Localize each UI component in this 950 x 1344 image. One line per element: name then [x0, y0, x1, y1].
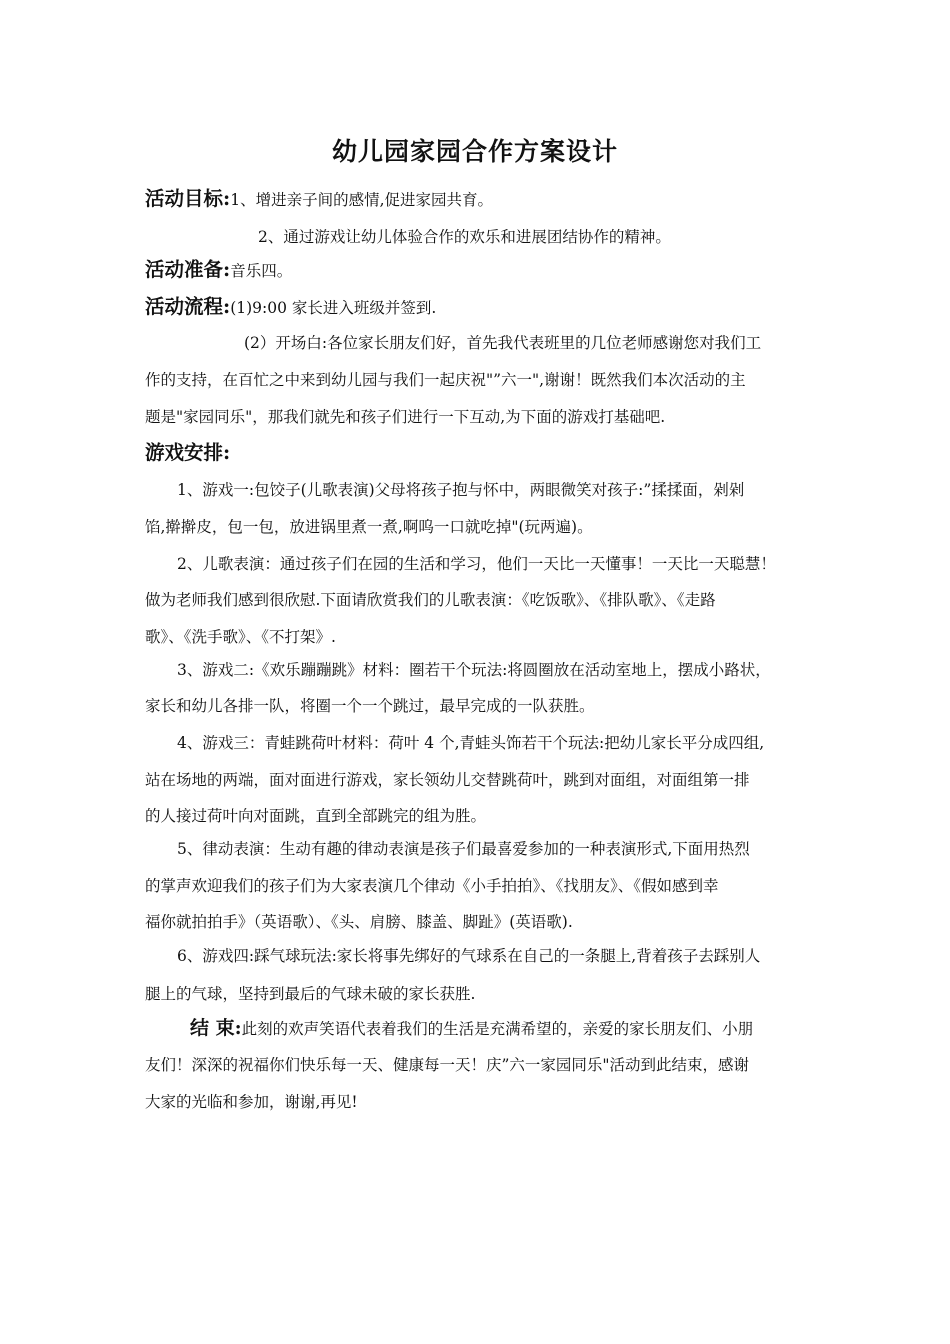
- ending-line-1: [190, 1017, 870, 1040]
- game-3-line-2: 家长和幼儿各排一队，将圈一个一个跳过，最早完成的一队获胜。: [145, 697, 595, 715]
- ending-heading: 结 束:: [190, 1017, 242, 1039]
- flow-step-2-line-3: 题是"家园同乐"，那我们就先和孩子们进行一下互动,为下面的游戏打基础吧.: [145, 408, 666, 426]
- ending-line-3: 大家的光临和参加，谢谢,再见!: [145, 1093, 358, 1111]
- game-5-line-1: 5、律动表演：生动有趣的律动表演是孩子们最喜爱参加的一种表演形式,下面用热烈: [177, 840, 750, 858]
- goals-item-1: 1、增进亲子间的感情,促进家园共育。: [230, 191, 493, 209]
- prep-line: [145, 259, 825, 282]
- ending-line-2: 友们！深深的祝福你们快乐每一天、健康每一天！庆”六一家园同乐"活动到此结束，感谢: [145, 1056, 750, 1074]
- goals-heading: 活动目标:: [145, 187, 231, 210]
- flow-step-2-line-2: 作的支持，在百忙之中来到幼儿园与我们一起庆祝"”六一",谢谢！既然我们本次活动的主: [145, 371, 746, 389]
- game-1-line-1: 1、游戏一:包饺子(儿歌表演)父母将孩子抱与怀中，两眼微笑对孩子:”揉揉面，剁剁: [177, 481, 745, 499]
- game-5-line-3: 福你就拍拍手》（英语歌）、《头、肩膀、膝盖、脚趾》(英语歌).: [145, 913, 573, 931]
- prep-heading: 活动准备:: [145, 258, 231, 281]
- document-title: 幼儿园家园合作方案设计: [331, 137, 618, 166]
- game-2-line-1: 2、儿歌表演：通过孩子们在园的生活和学习，他们一天比一天懂事！一天比一天聪慧！: [177, 555, 776, 573]
- games-heading-line: [145, 442, 825, 465]
- flow-step-1: (1)9:00 家长进入班级并签到.: [230, 299, 437, 317]
- ending-text-1: 此刻的欢声笑语代表着我们的生活是充满希望的，亲爱的家长朋友们、小朋: [241, 1020, 754, 1038]
- flow-heading: 活动流程:: [145, 295, 231, 318]
- goals-item-2: 2、通过游戏让幼儿体验合作的欢乐和进展团结协作的精神。: [258, 228, 671, 246]
- game-6-line-1: 6、游戏四:踩气球玩法:家长将事先绑好的气球系在自己的一条腿上,背着孩子去踩别人: [177, 947, 761, 965]
- game-4-line-3: 的人接过荷叶向对面跳，直到全部跳完的组为胜。: [145, 807, 487, 825]
- prep-text: 音乐四。: [230, 262, 293, 280]
- flow-step-2-line-1: (2）开场白:各位家长朋友们好，首先我代表班里的几位老师感谢您对我们工: [244, 334, 762, 352]
- game-2-line-2: 做为老师我们感到很欣慰.下面请欣赏我们的儿歌表演：《吃饭歌》、《排队歌》、《走路: [145, 591, 716, 609]
- goals-line-2: [258, 226, 938, 248]
- game-4-line-1: 4、游戏三：青蛙跳荷叶材料：荷叶 4 个,青蛙头饰若干个玩法:把幼儿家长平分成四组,: [177, 734, 765, 752]
- game-6-line-2: 腿上的气球，坚持到最后的气球未破的家长获胜.: [145, 985, 476, 1003]
- flow-line-1: [145, 296, 825, 319]
- game-3-line-1: 3、游戏二:《欢乐蹦蹦跳》材料：圈若干个玩法:将圆圈放在活动室地上，摆成小路状，: [177, 661, 771, 679]
- game-2-line-3: 歌》、《洗手歌》、《不打架》.: [145, 628, 336, 646]
- game-1-line-2: 馅,擀擀皮，包一包，放进锅里煮一煮,啊呜一口就吃掉"(玩两遍)。: [145, 518, 593, 536]
- game-5-line-2: 的掌声欢迎我们的孩子们为大家表演几个律动《小手拍拍》、《找朋友》、《假如感到幸: [145, 877, 719, 895]
- goals-line-1: [145, 188, 825, 211]
- games-heading: 游戏安排:: [145, 441, 231, 464]
- game-4-line-2: 站在场地的两端，面对面进行游戏，家长领幼儿交替跳荷叶，跳到对面组，对面组第一排: [145, 771, 750, 789]
